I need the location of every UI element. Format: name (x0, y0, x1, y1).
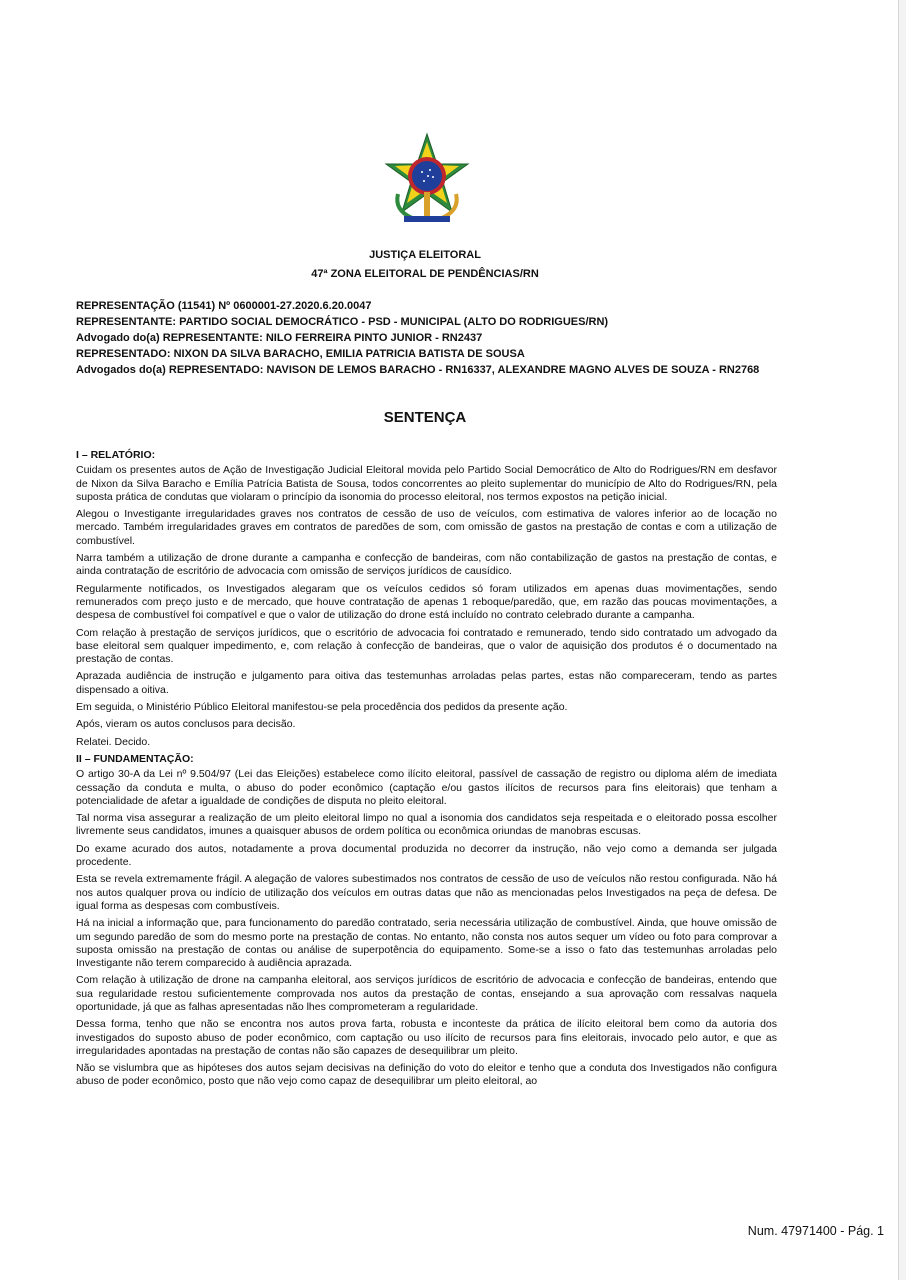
brazil-coat-of-arms-icon (384, 132, 470, 226)
paragraph: Em seguida, o Ministério Público Eleitoral manifestou-se pela procedência dos pedidos da presente ação. (76, 701, 568, 714)
paragraph: Cuidam os presentes autos de Ação de Investigação Judicial Eleitoral movida pelo Partido Social Democrático de Alto do Rodrigues/RN em desfavor de Nixon da Silva Baracho e Emília Patrícia Batista de Sousa, todos concorrentes ao pleito suplementar do município de Alto do Rodrigues/RN, pela suposta prática de condutas que violaram o princípio da isonomia do processo eleitoral, nos termos expostos na petição inicial. (76, 464, 777, 503)
paragraph: Relatei. Decido. (76, 735, 151, 748)
court-name: JUSTIÇA ELEITORAL (369, 249, 481, 261)
defendants-lawyers: Advogados do(a) REPRESENTADO: NAVISON DE LEMOS BARACHO - RN16337, ALEXANDRE MAGNO ALVES DE SOUZA - RN2768 (76, 364, 760, 376)
paragraph: Aprazada audiência de instrução e julgamento para oitiva das testemunhas arroladas pelas partes, estas não compareceram, tendo as partes dispensado a oitiva. (76, 670, 777, 696)
page-footer: Num. 47971400 - Pág. 1 (747, 1224, 884, 1238)
paragraph: Regularmente notificados, os Investigados alegaram que os veículos cedidos só foram utilizados em apenas duas movimentações, sendo remunerados com preço justo e de mercado, que houve contratação de apenas 1 reboque/paredão, que, em razão das poucas movimentações, a despesa de combustível foi compatível e que o valor de utilização do drone está incluído no contrato celebrado durante a campanha. (76, 582, 777, 622)
paragraph: Com relação à prestação de serviços jurídicos, que o escritório de advocacia foi contratado e remunerado, tendo sido contratado um advogado da base eleitoral sem qualquer impedimento, e, com relação à confecção de bandeiras, que o valor de aquisição dos produtos é o documentado na prestação de contas. (76, 626, 777, 666)
paragraph: Narra também a utilização de drone durante a campanha e confecção de bandeiras, com não contabilização de gastos na prestação de contas, e ainda contratação de escritório de advocacia com omissão de serviços jurídicos de causídico. (76, 552, 777, 578)
plaintiff-lawyer: Advogado do(a) REPRESENTANTE: NILO FERREIRA PINTO JUNIOR - RN2437 (76, 332, 483, 344)
plaintiff: REPRESENTANTE: PARTIDO SOCIAL DEMOCRÁTICO - PSD - MUNICIPAL (ALTO DO RODRIGUES/RN) (76, 316, 609, 328)
section-heading-relatorio: I – RELATÓRIO: (76, 449, 156, 461)
section-heading-fundamentacao: II – FUNDAMENTAÇÃO: (76, 752, 194, 765)
paragraph: Não se vislumbra que as hipóteses dos autos sejam decisivas na definição do voto do eleitor e tenho que a conduta dos Investigados não configura abuso de poder econômico, posto que não vejo como capaz de desequilibrar um pleito eleitoral, ao (76, 1062, 777, 1088)
paragraph: Dessa forma, tenho que não se encontra nos autos prova farta, robusta e inconteste da prática de ilícito eleitoral bem como da autoria dos investigados do suposto abuso de poder econômico, com captação ou uso ilícito de recursos para fins eleitorais, invocado pelo autor, e que as irregularidades apontadas na prestação de contas não são capazes de desequilibrar um pleito. (76, 1018, 777, 1057)
document-title: SENTENÇA (383, 409, 467, 426)
defendants: REPRESENTADO: NIXON DA SILVA BARACHO, EMILIA PATRICIA BATISTA DE SOUSA (76, 348, 525, 360)
paragraph: Após, vieram os autos conclusos para decisão. (76, 718, 296, 731)
paragraph: Alegou o Investigante irregularidades graves nos contratos de cessão de uso de veículos, com estimativa de valores inferior ao de locação no mercado. Também irregularidades graves em contratos de paredões de som, com omissão de gastos na prestação de contas e com a utilização de combustível. (76, 508, 777, 547)
paragraph: Com relação à utilização de drone na campanha eleitoral, aos serviços jurídicos de escritório de advocacia e confecção de bandeiras, entendo que sua regularidade restou suficientemente comprovada nos autos da prestação de contas, ensejando a sua aprovação com ressalvas naquela oportunidade, já que as falhas apresentadas não lhes comprometeram a regularidade. (76, 974, 777, 1013)
paragraph: O artigo 30-A da Lei nº 9.504/97 (Lei das Eleições) estabelece como ilícito eleitoral, passível de cassação de registro ou diploma além de imediata cessação da conduta e multa, o abuso do poder econômico (captação e/ou gastos ilícitos de recursos para fins eleitorais) que tenham a potencialidade de afetar a igualdade de condições de disputa no pleito eleitoral. (76, 768, 777, 807)
paragraph: Esta se revela extremamente frágil. A alegação de valores subestimados nos contratos de cessão de uso de veículos não restou configurada. Não há nos autos qualquer prova ou indício de utilização dos veículos em outras datas que não as mencionadas pelos Investigados na peça de defesa. De igual forma as despesas com combustíveis. (76, 873, 777, 912)
document-body (76, 449, 777, 1093)
paragraph: Tal norma visa assegurar a realização de um pleito eleitoral limpo no qual a isonomia dos candidatos seja respeitada e o eleitorado possa escolher livremente seus candidatos, imunes a quaisquer abusos de ordem política ou econômica oriundas de manobras escusas. (76, 812, 777, 838)
paragraph: Do exame acurado dos autos, notadamente a prova documental produzida no decorrer da instrução, não vejo como a demanda ser julgada procedente. (76, 842, 777, 869)
case-number: REPRESENTAÇÃO (11541) Nº 0600001-27.2020.6.20.0047 (76, 300, 372, 312)
electoral-zone: 47ª ZONA ELEITORAL DE PENDÊNCIAS/RN (311, 268, 539, 280)
case-header (76, 298, 776, 378)
paragraph: Há na inicial a informação que, para funcionamento do paredão contratado, seria necessária utilização de combustível. Ainda, que houve omissão de um segundo paredão de som do mesmo porte na prestação de contas. No entanto, não consta nos autos sequer um vídeo ou foto para comprovar a suposta omissão na prestação de contas ou análise de superpotência do equipamento. Some-se a isso o fato das testemunhas arroladas pelo Investigante não terem comparecido à audiência aprazada. (76, 917, 777, 970)
